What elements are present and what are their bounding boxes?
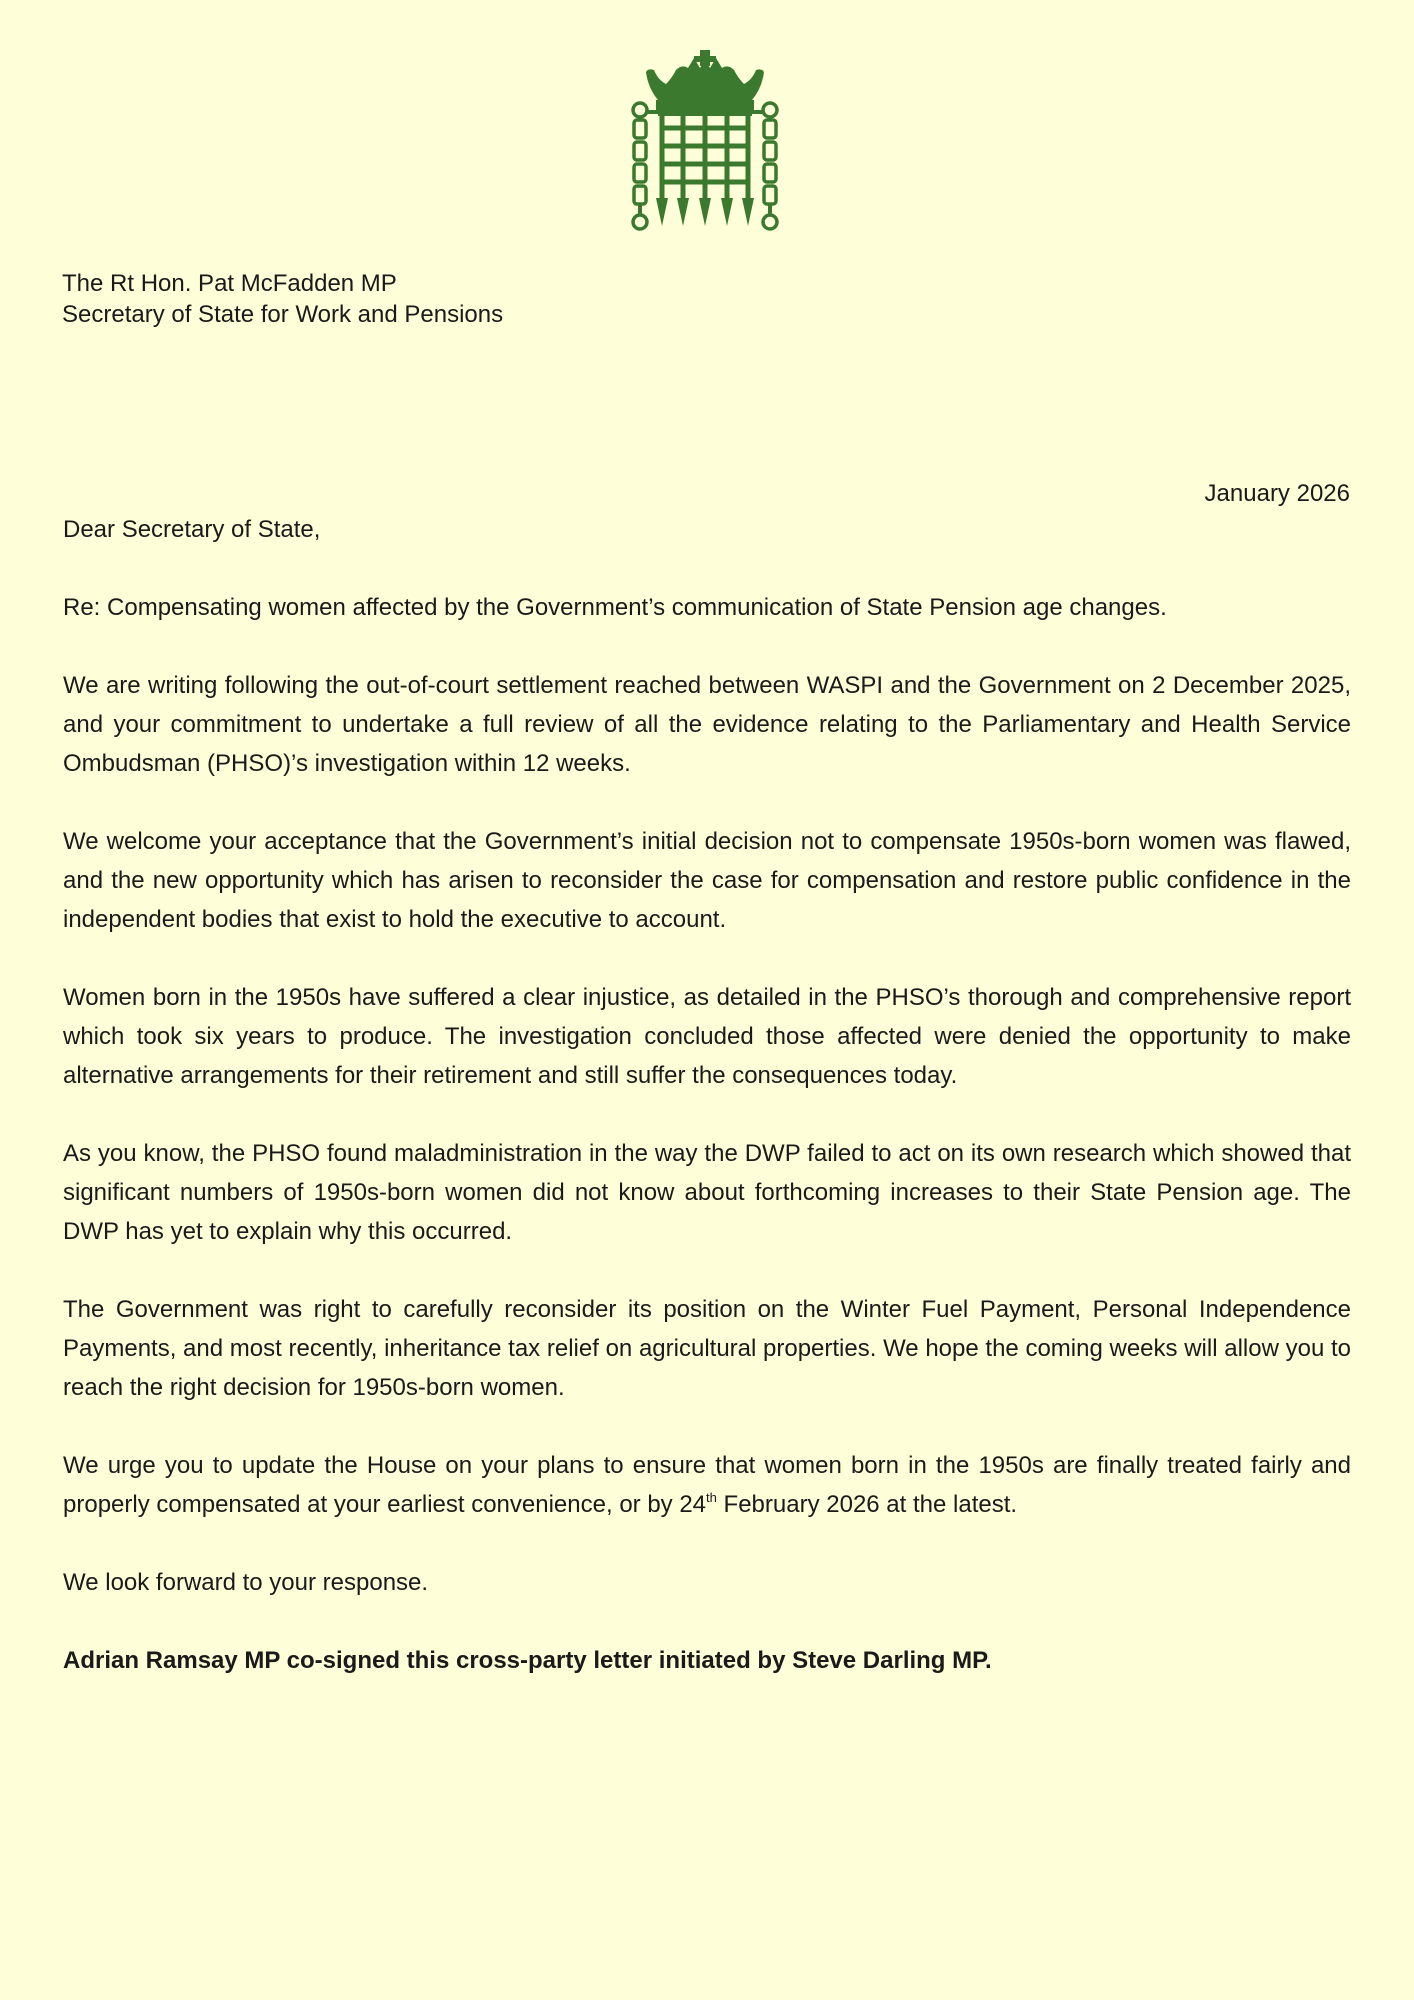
paragraph-7: We look forward to your response. xyxy=(63,1569,429,1596)
recipient-address xyxy=(62,268,503,330)
recipient-name: The Rt Hon. Pat McFadden MP xyxy=(62,270,397,297)
paragraph-4: As you know, the PHSO found maladministration in the way the DWP failed to act on its own research which showed that significant numbers of 1950s-born women did not know about forthcoming increases to their State Pension age. The DWP has yet to explain why this occurred. xyxy=(63,1140,1351,1245)
letter-body xyxy=(63,510,1351,1719)
paragraph-5: The Government was right to carefully reconsider its position on the Winter Fuel Payment, Personal Independence Payments, and most recently, inheritance tax relief on agricultural properties. We hope the coming weeks will allow you to reach the right decision for 1950s-born women. xyxy=(63,1296,1351,1401)
paragraph-3: Women born in the 1950s have suffered a clear injustice, as detailed in the PHSO’s thorough and comprehensive report which took six years to produce. The investigation concluded those affected were denied the opportunity to make alternative arrangements for their retirement and still suffer the consequences today. xyxy=(63,984,1351,1089)
ordinal-suffix: th xyxy=(706,1490,717,1505)
paragraph-1: We are writing following the out-of-court settlement reached between WASPI and the Government on 2 December 2025, and your commitment to undertake a full review of all the evidence relating to the Parliamentary and Health Service Ombudsman (PHSO)’s investigation within 12 weeks. xyxy=(63,672,1351,777)
letter-date: January 2026 xyxy=(1204,480,1350,507)
recipient-title: Secretary of State for Work and Pensions xyxy=(62,301,504,328)
paragraph-2: We welcome your acceptance that the Government’s initial decision not to compensate 1950s-born women was flawed, and the new opportunity which has arisen to reconsider the case for compensation and restore public confidence in the independent bodies that exist to hold the executive to account. xyxy=(63,828,1351,933)
paragraph-6-end: February 2026 at the latest. xyxy=(716,1491,1018,1518)
signoff: Adrian Ramsay MP co-signed this cross-party letter initiated by Steve Darling MP. xyxy=(63,1647,992,1674)
salutation: Dear Secretary of State, xyxy=(63,516,321,543)
paragraph-6 xyxy=(63,1446,1351,1524)
portcullis-crest-icon xyxy=(628,50,782,238)
subject-line: Re: Compensating women affected by the Government’s communication of State Pension age changes. xyxy=(63,594,1167,621)
paragraph-6-start: We urge you to update the House on your plans to ensure that women born in the 1950s are finally treated fairly and properly compensated at your earliest convenience, or by 24 xyxy=(63,1452,1351,1518)
